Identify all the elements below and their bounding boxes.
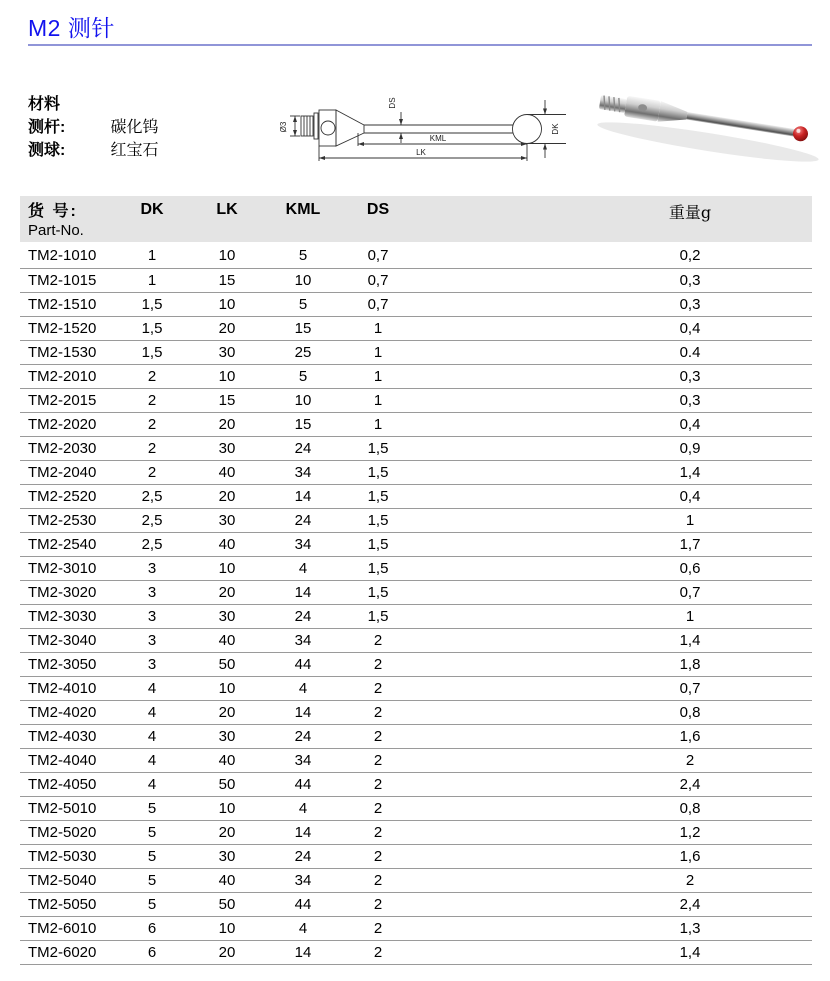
value-cell: 1,6	[413, 844, 812, 868]
value-cell: 0,7	[343, 292, 413, 316]
value-cell: 40	[191, 460, 263, 484]
table-row	[20, 652, 812, 676]
value-cell: 1,5	[343, 556, 413, 580]
value-cell: 10	[191, 292, 263, 316]
table-row	[20, 724, 812, 748]
value-cell: 1	[343, 316, 413, 340]
value-cell: 2	[113, 388, 191, 412]
value-cell: 1,5	[343, 436, 413, 460]
value-cell: 2	[343, 652, 413, 676]
value-cell: 14	[263, 940, 343, 964]
value-cell: 0,7	[343, 244, 413, 268]
value-cell: 1,5	[343, 484, 413, 508]
value-cell: 5	[113, 868, 191, 892]
value-cell: 34	[263, 460, 343, 484]
value-cell: 0,8	[413, 796, 812, 820]
value-cell: 10	[191, 556, 263, 580]
value-cell: 0,6	[413, 556, 812, 580]
value-cell: 44	[263, 772, 343, 796]
table-row	[20, 316, 812, 340]
value-cell: 1,3	[413, 916, 812, 940]
table-row	[20, 412, 812, 436]
table-row	[20, 700, 812, 724]
table-row	[20, 364, 812, 388]
table-row	[20, 868, 812, 892]
value-cell: 1,5	[343, 604, 413, 628]
value-cell: 10	[191, 244, 263, 268]
part-no-cell: TM2-4050	[20, 772, 113, 796]
value-cell: 5	[113, 796, 191, 820]
value-cell: 10	[263, 268, 343, 292]
part-no-cell: TM2-1530	[20, 340, 113, 364]
table-row	[20, 628, 812, 652]
value-cell: 14	[263, 580, 343, 604]
page-title: M2 测针	[28, 15, 115, 41]
value-cell: 0.4	[413, 340, 812, 364]
value-cell: 1	[113, 268, 191, 292]
materials-section	[28, 94, 158, 162]
value-cell: 1,5	[343, 580, 413, 604]
value-cell: 44	[263, 652, 343, 676]
value-cell: 2	[343, 820, 413, 844]
technical-drawing-icon	[278, 84, 570, 188]
part-no-cell: TM2-2020	[20, 412, 113, 436]
part-no-cell: TM2-2010	[20, 364, 113, 388]
table-row	[20, 388, 812, 412]
table-row	[20, 340, 812, 364]
value-cell: 0,4	[413, 484, 812, 508]
value-cell: 4	[113, 772, 191, 796]
value-cell: 34	[263, 532, 343, 556]
value-cell: 0,4	[413, 316, 812, 340]
part-no-cell: TM2-4020	[20, 700, 113, 724]
value-cell: 5	[263, 244, 343, 268]
value-cell: 50	[191, 772, 263, 796]
value-cell: 15	[263, 316, 343, 340]
value-cell: 6	[113, 916, 191, 940]
value-cell: 20	[191, 700, 263, 724]
value-cell: 2	[343, 940, 413, 964]
value-cell: 5	[263, 292, 343, 316]
part-no-cell: TM2-1520	[20, 316, 113, 340]
value-cell: 40	[191, 868, 263, 892]
value-cell: 5	[263, 364, 343, 388]
table-row	[20, 844, 812, 868]
stylus-photo	[588, 86, 830, 186]
part-no-cell: TM2-6010	[20, 916, 113, 940]
value-cell: 20	[191, 484, 263, 508]
value-cell: 24	[263, 724, 343, 748]
part-no-cell: TM2-3040	[20, 628, 113, 652]
value-cell: 2	[413, 868, 812, 892]
part-no-cell: TM2-5030	[20, 844, 113, 868]
value-cell: 30	[191, 724, 263, 748]
table-row	[20, 532, 812, 556]
value-cell: 1,4	[413, 460, 812, 484]
value-cell: 30	[191, 508, 263, 532]
value-cell: 2,5	[113, 508, 191, 532]
value-cell: 2,5	[113, 532, 191, 556]
value-cell: 20	[191, 580, 263, 604]
value-cell: 2	[343, 724, 413, 748]
value-cell: 6	[113, 940, 191, 964]
value-cell: 2,5	[113, 484, 191, 508]
material-value: 红宝石	[110, 140, 159, 159]
value-cell: 2	[413, 748, 812, 772]
value-cell: 1,4	[413, 628, 812, 652]
value-cell: 2	[343, 892, 413, 916]
table-row	[20, 580, 812, 604]
material-row-shaft	[28, 116, 158, 139]
part-no-cell: TM2-2040	[20, 460, 113, 484]
part-no-cell: TM2-5020	[20, 820, 113, 844]
part-no-cell: TM2-5040	[20, 868, 113, 892]
value-cell: 3	[113, 652, 191, 676]
table-row	[20, 940, 812, 964]
value-cell: 10	[191, 916, 263, 940]
value-cell: 2	[343, 844, 413, 868]
value-cell: 34	[263, 868, 343, 892]
value-cell: 2	[343, 676, 413, 700]
value-cell: 50	[191, 892, 263, 916]
materials-heading: 材料	[28, 96, 61, 113]
value-cell: 2	[343, 916, 413, 940]
value-cell: 30	[191, 604, 263, 628]
part-no-cell: TM2-2030	[20, 436, 113, 460]
value-cell: 20	[191, 412, 263, 436]
value-cell: 2	[343, 748, 413, 772]
title-rule	[28, 44, 812, 46]
part-no-cell: TM2-1015	[20, 268, 113, 292]
table-row	[20, 508, 812, 532]
value-cell: 0,4	[413, 412, 812, 436]
value-cell: 0,7	[343, 268, 413, 292]
value-cell: 1,5	[343, 460, 413, 484]
value-cell: 14	[263, 700, 343, 724]
value-cell: 4	[113, 700, 191, 724]
value-cell: 2	[113, 364, 191, 388]
material-label: 测球:	[28, 142, 66, 159]
part-no-cell: TM2-1010	[20, 244, 113, 268]
table-row	[20, 916, 812, 940]
table-row	[20, 460, 812, 484]
table-row	[20, 484, 812, 508]
value-cell: 1,6	[413, 724, 812, 748]
value-cell: 20	[191, 940, 263, 964]
part-no-cell: TM2-4010	[20, 676, 113, 700]
value-cell: 1	[413, 604, 812, 628]
value-cell: 2,4	[413, 892, 812, 916]
value-cell: 30	[191, 436, 263, 460]
value-cell: 0,3	[413, 292, 812, 316]
value-cell: 0,7	[413, 580, 812, 604]
value-cell: 10	[191, 676, 263, 700]
dim-label-ds: DS	[388, 97, 397, 109]
value-cell: 5	[113, 820, 191, 844]
value-cell: 40	[191, 532, 263, 556]
value-cell: 1,7	[413, 532, 812, 556]
value-cell: 2	[113, 412, 191, 436]
value-cell: 2	[113, 436, 191, 460]
part-no-cell: TM2-6020	[20, 940, 113, 964]
value-cell: 1	[343, 412, 413, 436]
table-row	[20, 772, 812, 796]
dim-label-dk: DK	[551, 123, 560, 135]
part-no-cell: TM2-5010	[20, 796, 113, 820]
value-cell: 1,5	[113, 292, 191, 316]
value-cell: 24	[263, 844, 343, 868]
material-row-ball	[28, 139, 158, 162]
value-cell: 3	[113, 580, 191, 604]
value-cell: 1	[113, 244, 191, 268]
table-row	[20, 268, 812, 292]
value-cell: 30	[191, 844, 263, 868]
dim-label-lk: LK	[416, 148, 426, 157]
value-cell: 10	[191, 796, 263, 820]
table-row	[20, 676, 812, 700]
value-cell: 25	[263, 340, 343, 364]
material-value: 碳化钨	[110, 117, 159, 136]
value-cell: 1,5	[343, 508, 413, 532]
col-header-part	[28, 198, 84, 239]
value-cell: 2	[343, 796, 413, 820]
value-cell: 2	[343, 700, 413, 724]
value-cell: 14	[263, 820, 343, 844]
value-cell: 4	[263, 916, 343, 940]
value-cell: 0,3	[413, 364, 812, 388]
value-cell: 24	[263, 604, 343, 628]
value-cell: 0,9	[413, 436, 812, 460]
value-cell: 20	[191, 820, 263, 844]
value-cell: 15	[191, 268, 263, 292]
value-cell: 10	[263, 388, 343, 412]
col-header-part-cn: 货 号:	[28, 203, 78, 220]
value-cell: 1,8	[413, 652, 812, 676]
col-header-dk: DK	[140, 201, 164, 218]
value-cell: 5	[113, 892, 191, 916]
parts-table	[20, 244, 812, 965]
value-cell: 44	[263, 892, 343, 916]
value-cell: 40	[191, 628, 263, 652]
value-cell: 4	[113, 748, 191, 772]
value-cell: 0,3	[413, 268, 812, 292]
col-header-ds: DS	[366, 201, 390, 218]
value-cell: 1,5	[113, 316, 191, 340]
value-cell: 1,5	[113, 340, 191, 364]
value-cell: 24	[263, 508, 343, 532]
col-header-weight: 重量g	[668, 203, 712, 222]
value-cell: 1	[413, 508, 812, 532]
table-row	[20, 244, 812, 268]
value-cell: 15	[191, 388, 263, 412]
value-cell: 1,5	[343, 532, 413, 556]
col-header-lk: LK	[216, 201, 238, 218]
value-cell: 14	[263, 484, 343, 508]
value-cell: 4	[263, 676, 343, 700]
value-cell: 4	[113, 676, 191, 700]
part-no-cell: TM2-2530	[20, 508, 113, 532]
part-no-cell: TM2-2015	[20, 388, 113, 412]
value-cell: 0,7	[413, 676, 812, 700]
value-cell: 0,2	[413, 244, 812, 268]
value-cell: 4	[263, 556, 343, 580]
value-cell: 10	[191, 364, 263, 388]
value-cell: 3	[113, 604, 191, 628]
value-cell: 2	[343, 868, 413, 892]
table-row	[20, 820, 812, 844]
value-cell: 2	[113, 460, 191, 484]
dim-label-thread: Ø3	[279, 121, 288, 133]
part-no-cell: TM2-1510	[20, 292, 113, 316]
part-no-cell: TM2-3010	[20, 556, 113, 580]
value-cell: 5	[113, 844, 191, 868]
table-row	[20, 604, 812, 628]
table-row	[20, 748, 812, 772]
col-header-part-en: Part-No.	[28, 222, 84, 239]
table-row	[20, 892, 812, 916]
value-cell: 30	[191, 340, 263, 364]
part-no-cell: TM2-3030	[20, 604, 113, 628]
value-cell: 2	[343, 628, 413, 652]
table-body	[20, 244, 812, 964]
part-no-cell: TM2-5050	[20, 892, 113, 916]
table-row	[20, 292, 812, 316]
value-cell: 3	[113, 628, 191, 652]
col-header-kml: KML	[285, 201, 321, 218]
value-cell: 34	[263, 748, 343, 772]
value-cell: 15	[263, 412, 343, 436]
value-cell: 1,2	[413, 820, 812, 844]
value-cell: 4	[113, 724, 191, 748]
part-no-cell: TM2-3050	[20, 652, 113, 676]
part-no-cell: TM2-2520	[20, 484, 113, 508]
value-cell: 24	[263, 436, 343, 460]
part-no-cell: TM2-4040	[20, 748, 113, 772]
table-row	[20, 436, 812, 460]
value-cell: 34	[263, 628, 343, 652]
part-no-cell: TM2-4030	[20, 724, 113, 748]
value-cell: 40	[191, 748, 263, 772]
part-no-cell: TM2-3020	[20, 580, 113, 604]
part-no-cell: TM2-2540	[20, 532, 113, 556]
dim-label-kml: KML	[429, 134, 447, 143]
value-cell: 1	[343, 340, 413, 364]
table-row	[20, 796, 812, 820]
value-cell: 3	[113, 556, 191, 580]
value-cell: 1,4	[413, 940, 812, 964]
value-cell: 1	[343, 388, 413, 412]
value-cell: 20	[191, 316, 263, 340]
material-label: 测杆:	[28, 119, 66, 136]
value-cell: 50	[191, 652, 263, 676]
value-cell: 2	[343, 772, 413, 796]
value-cell: 1	[343, 364, 413, 388]
table-header	[20, 196, 812, 242]
value-cell: 0,8	[413, 700, 812, 724]
value-cell: 4	[263, 796, 343, 820]
value-cell: 2,4	[413, 772, 812, 796]
table-row	[20, 556, 812, 580]
value-cell: 0,3	[413, 388, 812, 412]
